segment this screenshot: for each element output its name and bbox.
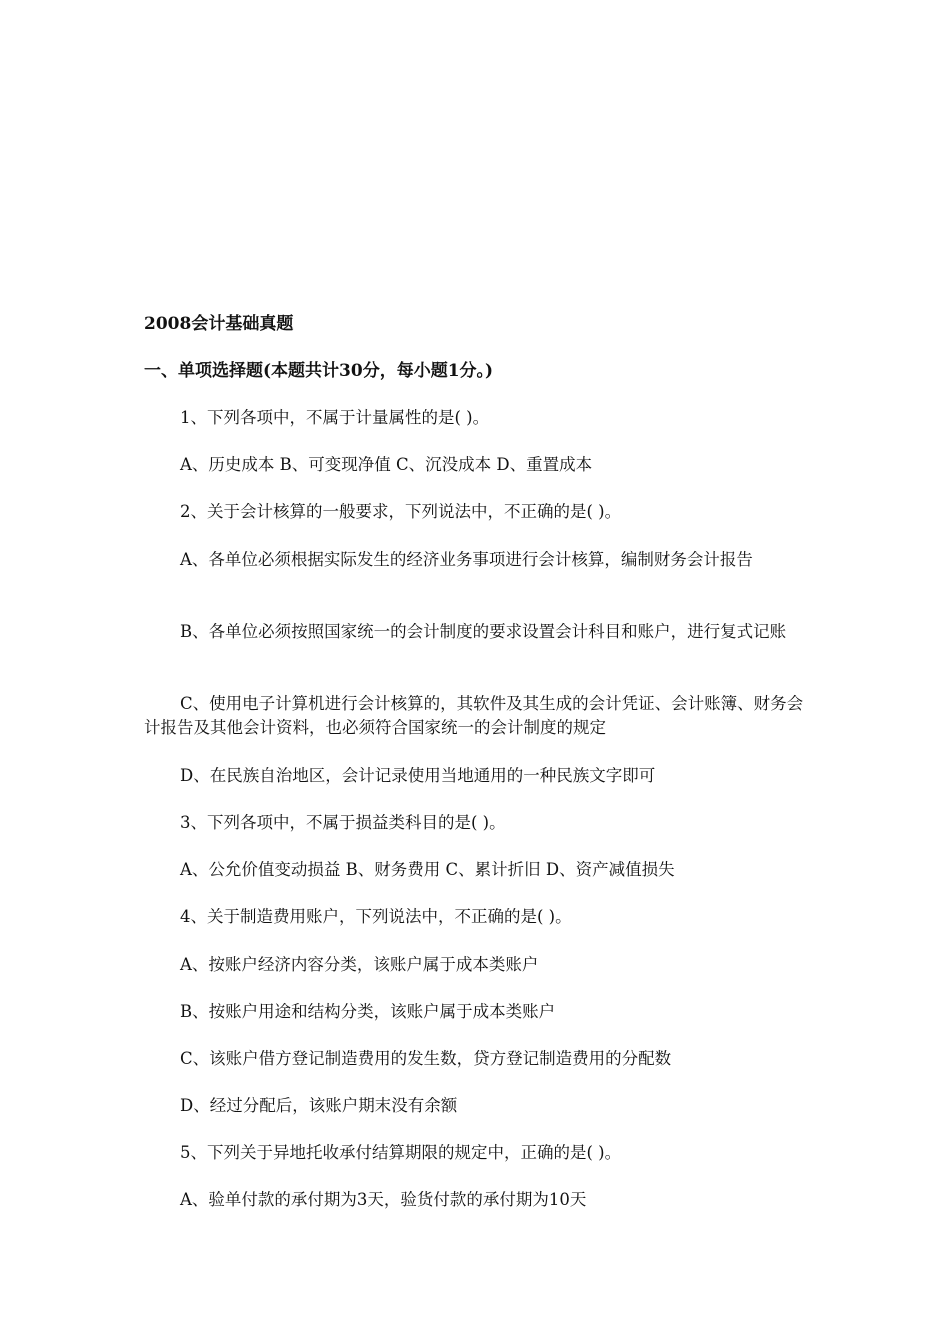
question-2: 2、关于会计核算的一般要求，下列说法中，不正确的是( )。 xyxy=(180,502,622,521)
question-4-option-a: A、按账户经济内容分类，该账户属于成本类账户 xyxy=(180,955,539,974)
document-title: 2008会计基础真题 xyxy=(144,314,294,334)
question-3: 3、下列各项中，不属于损益类科目的是( )。 xyxy=(180,813,506,832)
question-2-option-d: D、在民族自治地区，会计记录使用当地通用的一种民族文字即可 xyxy=(180,766,656,785)
question-1-options: A、历史成本 B、可变现净值 C、沉没成本 D、重置成本 xyxy=(180,455,593,474)
question-4: 4、关于制造费用账户，下列说法中，不正确的是( )。 xyxy=(180,907,572,926)
question-2-option-a: A、各单位必须根据实际发生的经济业务事项进行会计核算，编制财务会计报告 xyxy=(180,550,753,569)
question-1: 1、下列各项中，不属于计量属性的是( )。 xyxy=(180,408,490,427)
question-4-option-d: D、经过分配后，该账户期末没有余额 xyxy=(180,1096,458,1115)
question-2-option-b: B、各单位必须按照国家统一的会计制度的要求设置会计科目和账户，进行复式记账 xyxy=(180,622,787,641)
question-5: 5、下列关于异地托收承付结算期限的规定中，正确的是( )。 xyxy=(180,1143,622,1162)
question-5-option-a: A、验单付款的承付期为3天，验货付款的承付期为10天 xyxy=(180,1190,587,1209)
question-4-option-c: C、该账户借方登记制造费用的发生数，贷方登记制造费用的分配数 xyxy=(180,1049,672,1068)
question-4-option-b: B、按账户用途和结构分类，该账户属于成本类账户 xyxy=(180,1002,556,1021)
section-heading: 一、单项选择题(本题共计30分，每小题1分。) xyxy=(144,361,494,381)
question-2-option-c: C、使用电子计算机进行会计核算的，其软件及其生成的会计凭证、会计账簿、财务会计报告及其他会计资料，也必须符合国家统一的会计制度的规定 xyxy=(144,694,804,737)
question-3-options: A、公允价值变动损益 B、财务费用 C、累计折旧 D、资产减值损失 xyxy=(180,860,675,879)
